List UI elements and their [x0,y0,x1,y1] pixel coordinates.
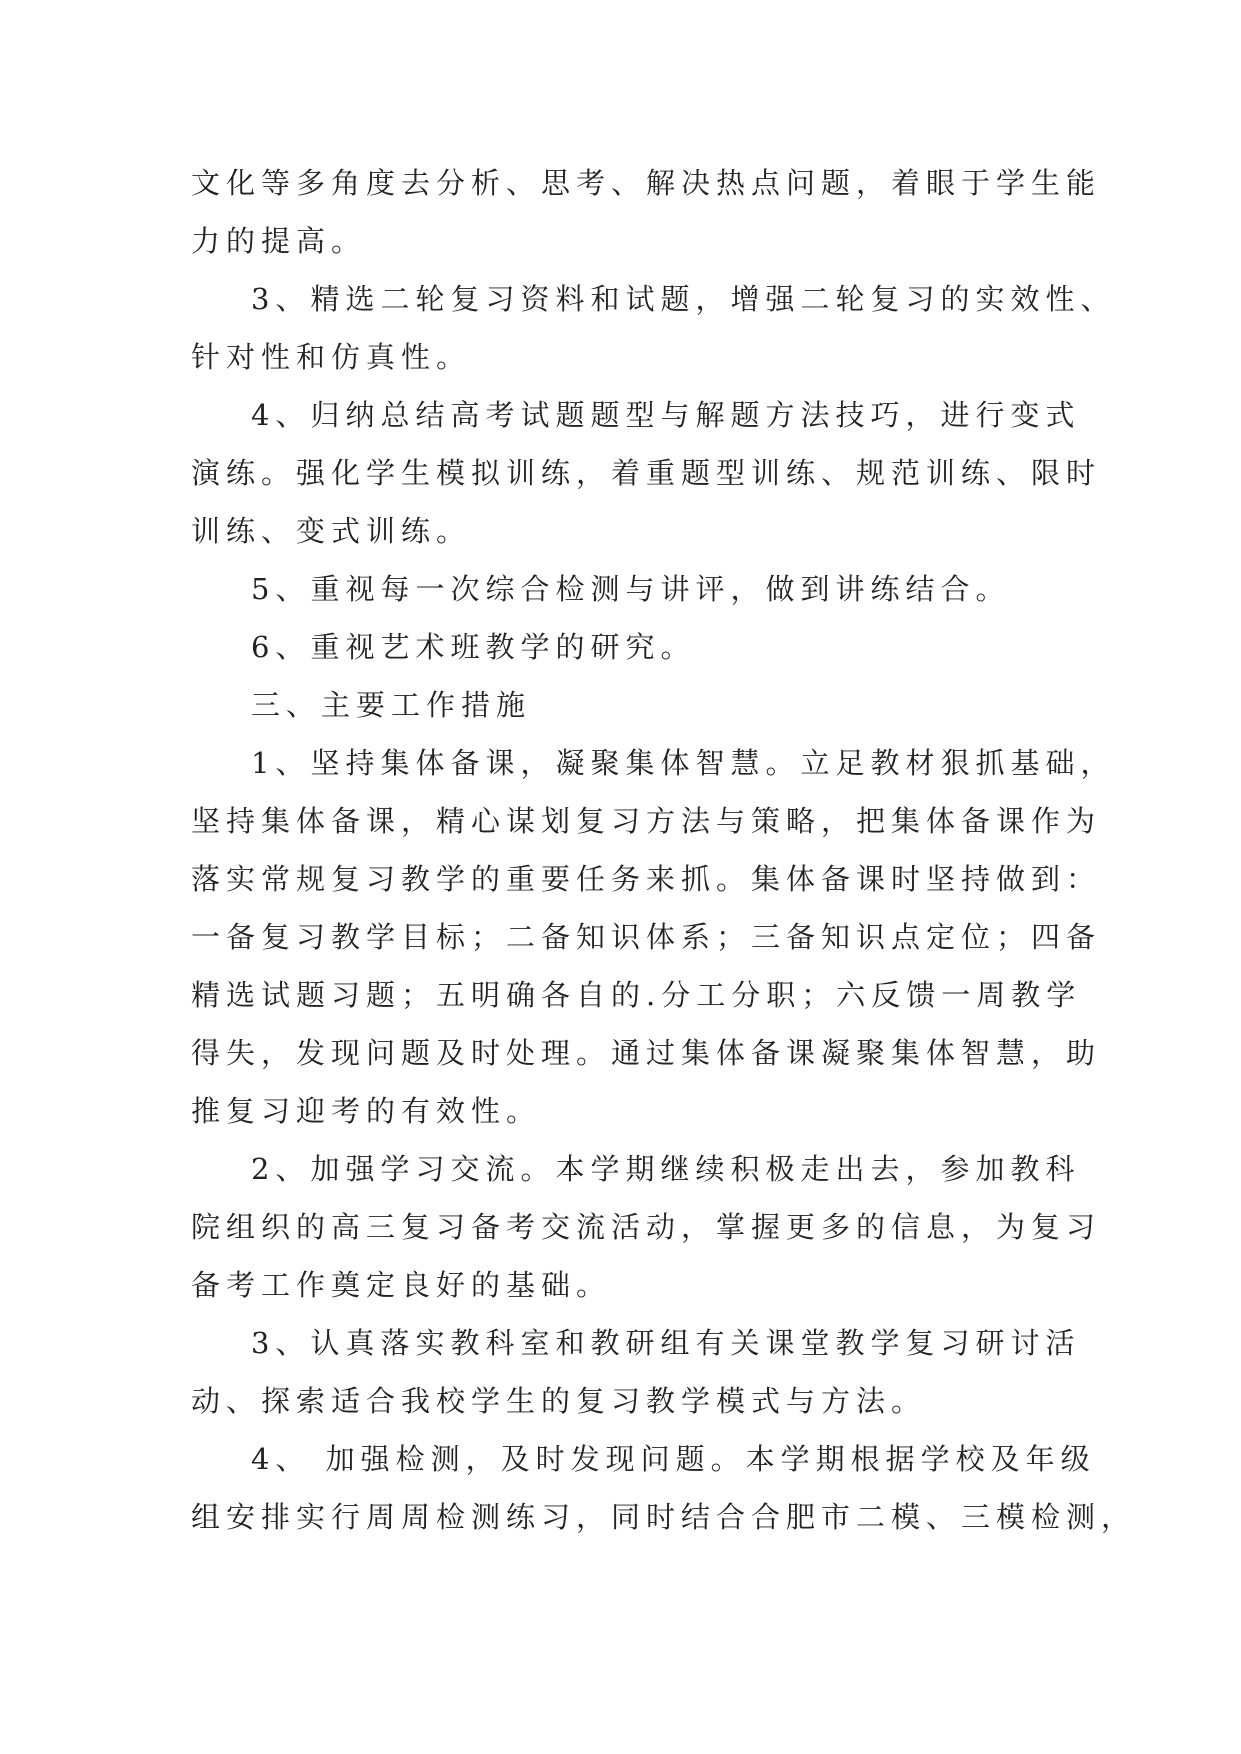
text-line: 3、精选二轮复习资料和试题，增强二轮复习的实效性、 [251,282,1116,316]
text-line: 2、加强学习交流。本学期继续积极走出去，参加教科 [251,1152,1081,1186]
text-line: 推复习迎考的有效性。 [191,1094,542,1128]
text-line: 坚持集体备课，精心谋划复习方法与策略，把集体备课作为 [191,804,1102,838]
text-line: 力的提高。 [191,224,367,258]
section-heading: 三、主要工作措施 [251,688,532,722]
text-line: 文化等多角度去分析、思考、解决热点问题，着眼于学生能 [191,166,1102,200]
text-line: 训练、变式训练。 [191,514,472,548]
text-line: 演练。强化学生模拟训练，着重题型训练、规范训练、限时 [191,456,1102,490]
text-line: 一备复习教学目标；二备知识体系；三备知识点定位；四备 [191,920,1102,954]
text-line: 精选试题习题；五明确各自的.分工分职；六反馈一周教学 [191,978,1082,1012]
text-line: 备考工作奠定良好的基础。 [191,1268,612,1302]
text-line: 4、 加强检测，及时发现问题。本学期根据学校及年级 [251,1442,1096,1476]
text-line: 落实常规复习教学的重要任务来抓。集体备课时坚持做到： [191,862,1102,896]
text-line: 1、坚持集体备课，凝聚集体智慧。立足教材狠抓基础， [251,746,1116,780]
text-line: 6、重视艺术班教学的研究。 [251,630,696,664]
text-line: 动、探索适合我校学生的复习教学模式与方法。 [191,1384,927,1418]
text-line: 院组织的高三复习备考交流活动，掌握更多的信息，为复习 [191,1210,1102,1244]
text-line: 5、重视每一次综合检测与讲评，做到讲练结合。 [251,572,1011,606]
text-line: 3、认真落实教科室和教研组有关课堂教学复习研讨活 [251,1326,1081,1360]
text-line: 4、归纳总结高考试题题型与解题方法技巧，进行变式 [251,398,1081,432]
text-line: 组安排实行周周检测练习，同时结合合肥市二模、三模检测， [191,1500,1137,1534]
text-line: 得失，发现问题及时处理。通过集体备课凝聚集体智慧，助 [191,1036,1102,1070]
text-line: 针对性和仿真性。 [191,340,472,374]
